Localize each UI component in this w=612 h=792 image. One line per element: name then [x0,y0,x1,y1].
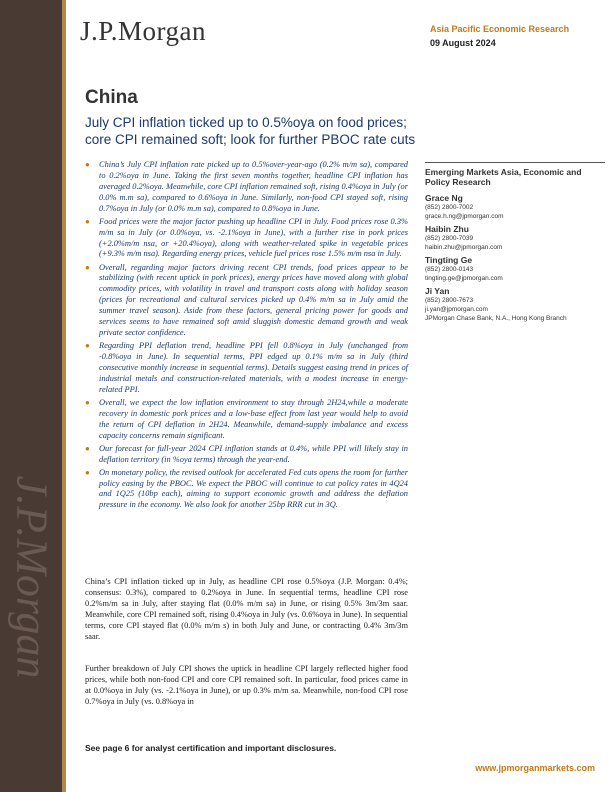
key-point-text: Regarding PPI deflation trend, headline PPI fell 0.8%oya in July (unchanged from -0.8%oya in June). In sequential terms, PPI edged up 0.1% m/m sa in July (third consecutive monthly increase in sequential terms). Details suggest easing trend in prices of industrial metals and construction-related materials, with a modest increase in energy-related PPI. [99,341,408,394]
page-subtitle: July CPI inflation ticked up to 0.5%oya on food prices; core CPI remained soft; look for further PBOC rate cuts [85,115,416,147]
page-title: China [85,87,138,108]
key-point [85,444,408,466]
analyst-name: Grace Ng [425,193,463,203]
analyst-entry [425,224,605,252]
watermark-logo: J.P.Morgan [7,475,57,679]
key-point-text: China’s July CPI inflation rate picked up to 0.5%over-year-ago (0.2% m/m sa), compared to 0.2%oya in June. Taking the first seven months together, headline CPI inflation has averaged 0.2%oya. Meanwhile, core CPI inflation remained soft, rising 0.4%oya in July (or 0.0% m.m sa), compared to 0.6%oya in June. Similarly, non-food CPI stayed soft, rising 0.7%oya in July (or 0.0% m.m sa), compared to 0.8%oya in June. [99,160,408,213]
analyst-name: Tingting Ge [425,255,473,265]
sidebar-stripe [62,0,66,792]
footer-link[interactable]: www.jpmorganmarkets.com [475,763,595,773]
analyst-email[interactable]: haibin.zhu@jpmorgan.com [425,244,503,251]
analyst-name: Ji Yan [425,286,450,296]
analyst-phone: (852) 2800-7039 [425,235,474,242]
key-point [85,217,408,261]
key-point [85,468,408,512]
bullet-icon: ● [85,341,90,351]
bullet-icon: ● [85,397,90,407]
report-series: Asia Pacific Economic Research [430,24,570,34]
analyst-panel [425,162,605,326]
key-point-text: Overall, we expect the low inflation environment to stay through 2H24,while a moderate recovery in domestic pork prices and a low-base effect from last year would help to avoid the return of CPI deflation in 2H24. Meanwhile, demand-supply imbalance and excess capacity concerns remain significant. [99,397,408,440]
analyst-phone: (852) 2800-0143 [425,266,474,273]
key-point-text: Food prices were the major factor pushing up headline CPI in July. Food prices rose 0.3% m/m sa in July (or 0.0%oya, vs. -2.1%oya in June), with a further rise in pork prices (+2.0%m/m nsa, or +20.4%oya), along with weather-related spike in vegetable prices (+9.3% m/m nsa). Regarding energy prices, vehicle fuel prices rose 1.5% m/m nsa in July. [99,216,408,259]
key-point-text: Our forecast for full-year 2024 CPI inflation stands at 0.4%, while PPI will likely stay in deflation territory (in %oya terms) through the year-end. [99,443,408,464]
analyst-entry [425,193,605,221]
analyst-entry [425,255,605,283]
bullet-icon: ● [85,443,90,453]
bullet-icon: ● [85,216,90,226]
analyst-phone: (852) 2800-7673 [425,297,474,304]
analyst-email[interactable]: tingting.ge@jpmorgan.com [425,275,503,282]
bullet-icon: ● [85,262,90,272]
left-sidebar [0,0,66,792]
bullet-icon: ● [85,467,90,477]
key-point [85,398,408,442]
analyst-entity: JPMorgan Chase Bank, N.A., Hong Kong Branch [425,315,567,322]
body-paragraph: Further breakdown of July CPI shows the uptick in headline CPI largely reflected higher food prices, while both non-food CPI and core CPI remained soft. In particular, food prices came in at 0.0%oya in July (vs. -2.1%oya in June), or up 0.3% m/m sa. Meanwhile, non-food CPI rose 0.7%oya in July (vs. 0.8%oya in [85,664,408,706]
key-points-list [85,160,408,513]
research-team: Emerging Markets Asia, Economic and Policy Research [425,167,582,187]
key-point [85,263,408,339]
analyst-name: Haibin Zhu [425,224,469,234]
bullet-icon: ● [85,160,90,169]
analyst-email[interactable]: ji.yan@jpmorgan.com [425,306,488,313]
jpmorgan-logo: J.P.Morgan [80,16,207,46]
key-point [85,160,408,215]
report-header [430,24,605,48]
body-paragraph: China’s CPI inflation ticked up in July, as headline CPI rose 0.5%oya (J.P. Morgan: 0.4%; consensus: 0.3%), compared to 0.2%oya in June. In sequential terms, headline CPI rose 0.2%m/m sa in July, after staying flat (0.0% m/m sa) in June, or rising 0.5% 3m/3m saar. Meanwhile, core CPI remained soft, rising 0.4%oya in July (vs. 0.6%oya in June). In sequential terms, core CPI stayed flat (0.0% m/m s) in both July and June, or contracting 0.4% 3m/3m saar. [85,577,408,641]
report-date: 09 August 2024 [430,38,496,48]
disclosure-note: See page 6 for analyst certification and important disclosures. [85,743,337,753]
key-point-text: Overall, regarding major factors driving recent CPI trends, food prices appear to be stabilizing (with recent uptick in pork prices), energy prices have moved along with global commodity prices, with volatility in travel and transport costs along with holiday season (prices for recreational and cultural services picked up 0.4% m/m sa in July amid the summer travel season). Aside from these factors, general pricing power for goods and services seems to have remained soft amid sluggish domestic demand growth and weak private sector confidence. [99,262,408,337]
key-point-text: On monetary policy, the revised outlook for accelerated Fed cuts opens the room for further policy easing by the PBOC. We expect the PBOC will continue to cut policy rates in 4Q24 and 1Q25 (10bp each), aiming to support economic growth and address the deflation pressure in the economy. We also look for another 25bp RRR cut in 3Q. [99,467,408,510]
analyst-phone: (852) 2800-7002 [425,204,474,211]
analyst-entry [425,286,605,323]
key-point [85,341,408,396]
analyst-email[interactable]: grace.h.ng@jpmorgan.com [425,213,504,220]
